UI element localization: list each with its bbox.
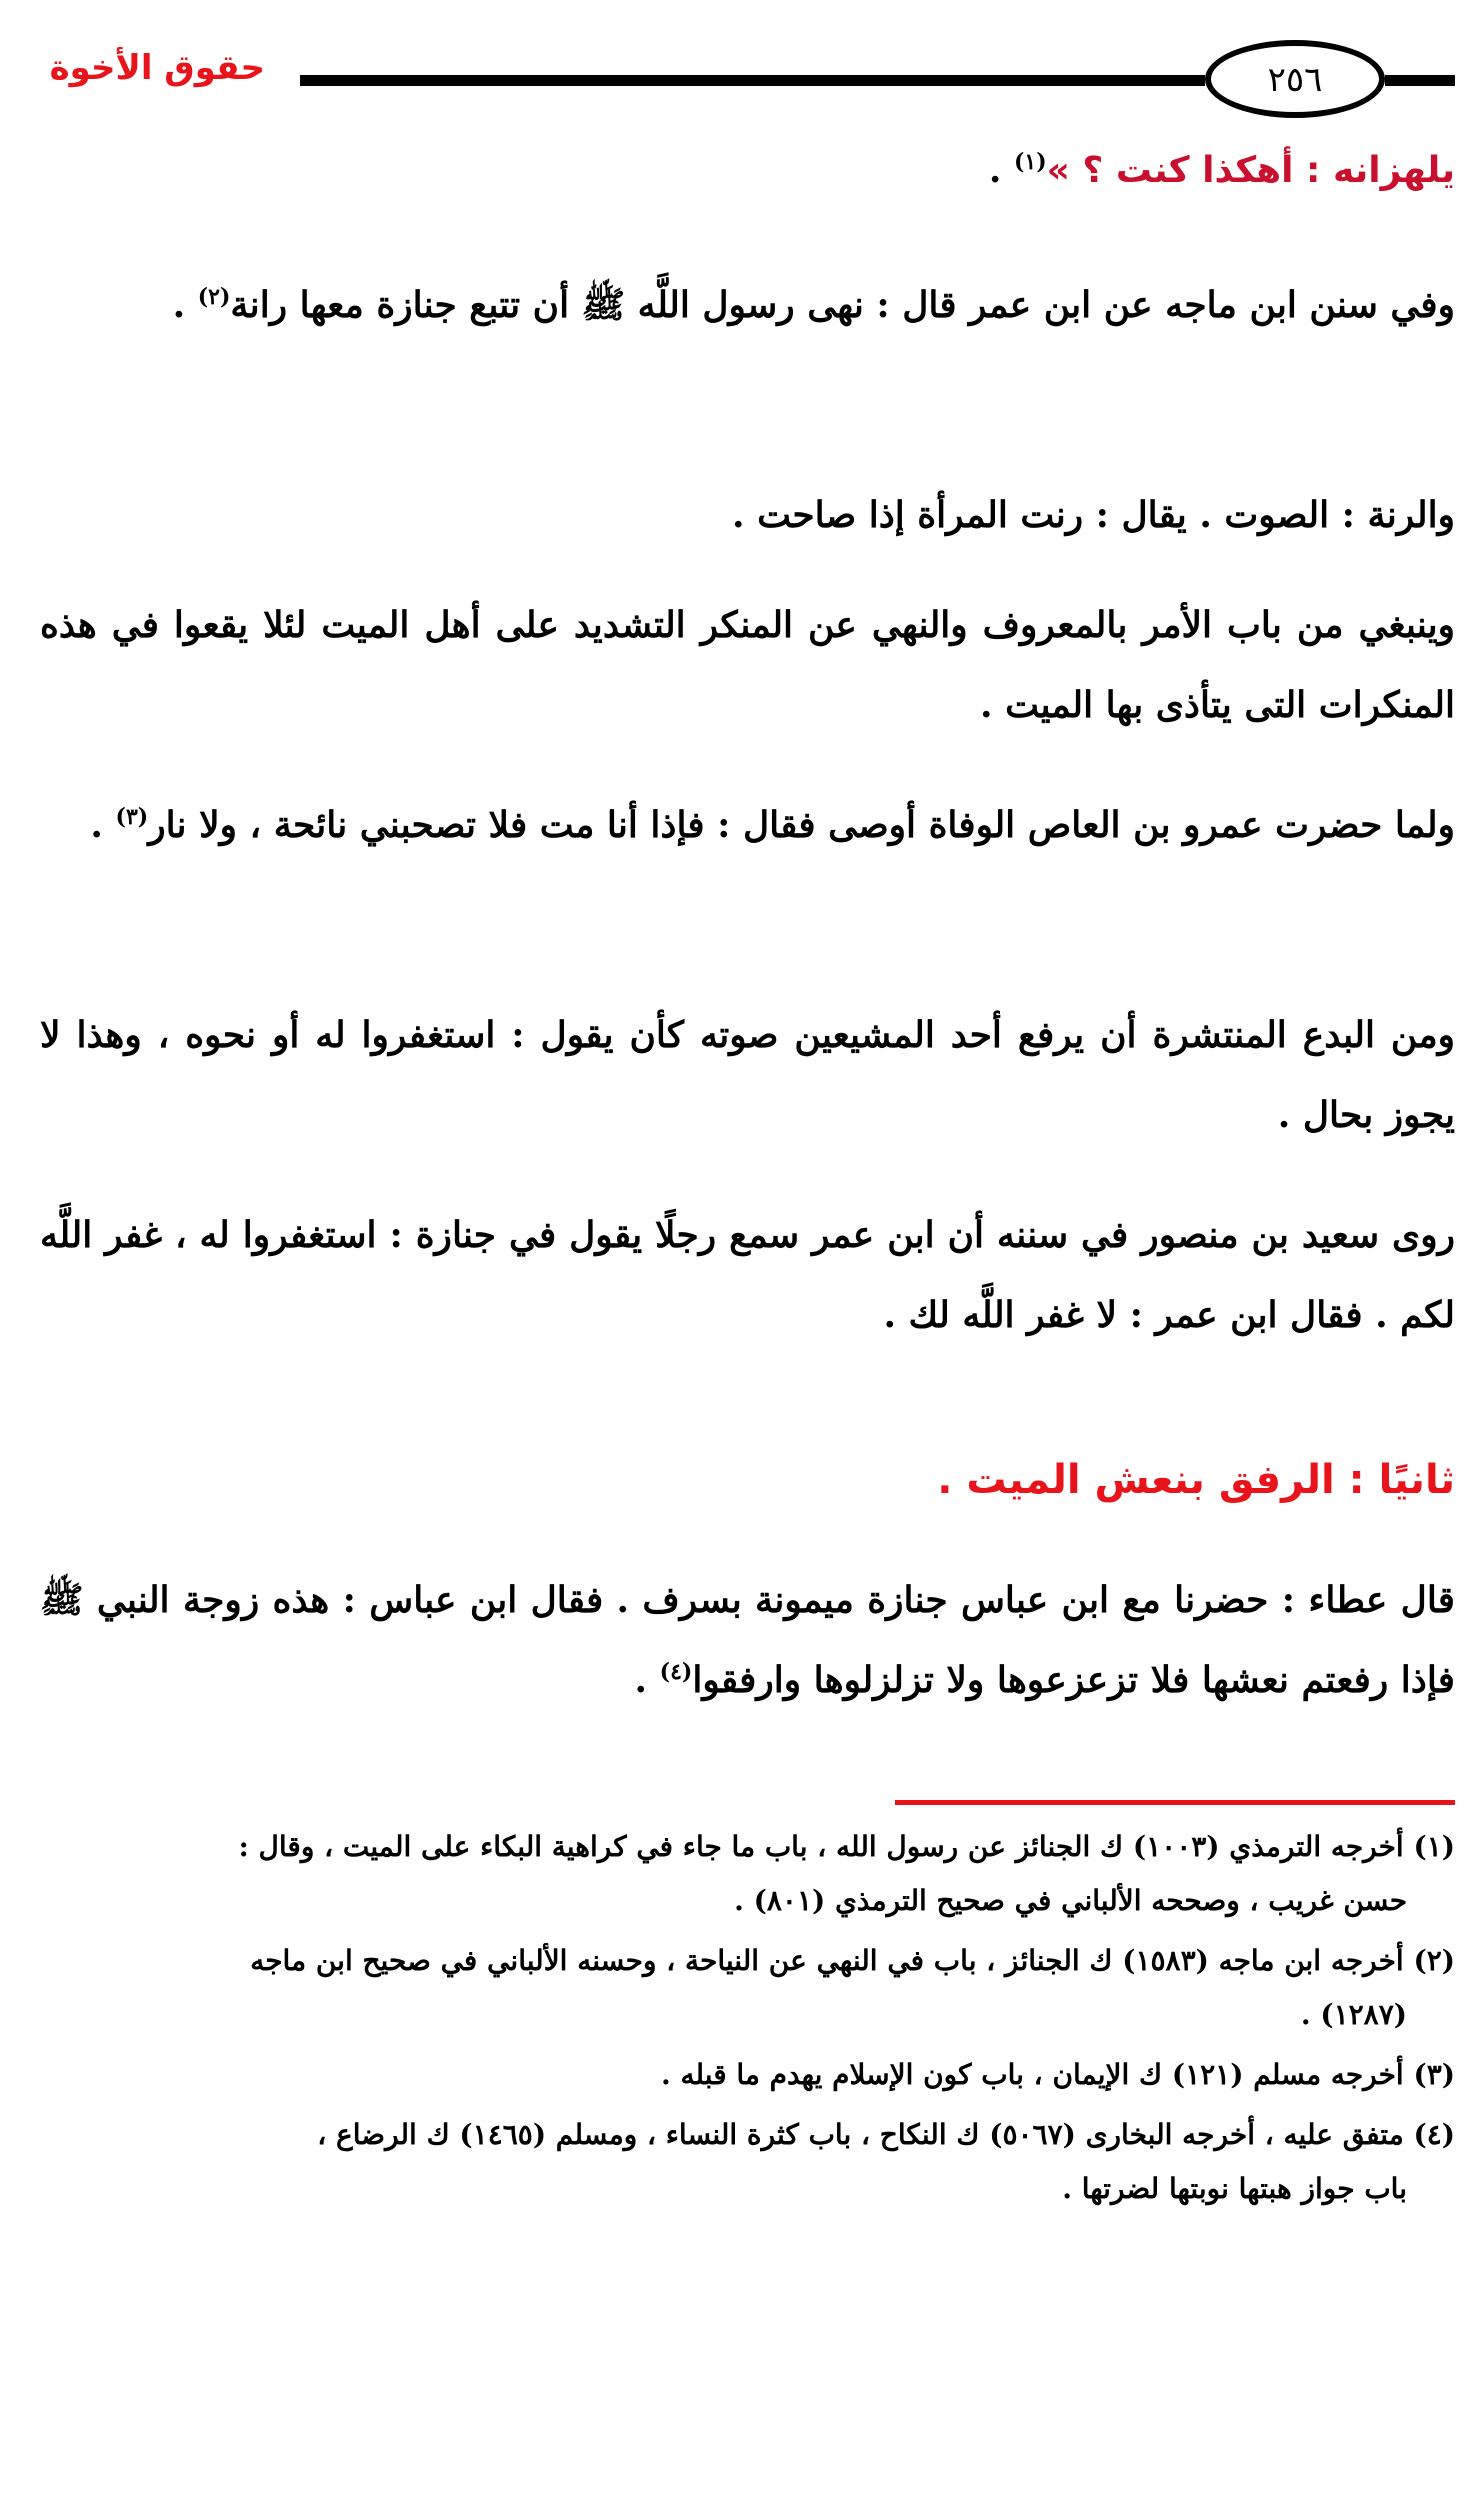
section-heading: ثانيًا : الرفق بنعش الميت . xyxy=(937,1457,1455,1503)
footnote-text: أخرجه ابن ماجه (١٥٨٣) ك الجنائز ، باب في النهي عن النياحة ، وحسنه الألباني في صحيح ابن ماجه xyxy=(250,1944,1404,1977)
footnotes xyxy=(40,1820,1455,2222)
footnote-3 xyxy=(40,2048,1455,2102)
footnote-text: متفق عليه ، أخرجه البخارى (٥٠٦٧) ك النكاح ، باب كثرة النساء ، ومسلم (١٤٦٥) ك الرضاع ، xyxy=(317,2118,1404,2151)
paragraph-2-period: . xyxy=(172,284,186,326)
footnote-text-cont: (١٢٨٧) . xyxy=(1300,1998,1407,2031)
page-number-oval xyxy=(1205,40,1385,118)
paragraph-8-text: قال عطاء : حضرنا مع ابن عباس جنازة ميمونة بسرف . فقال ابن عباس : هذه زوجة النبي ﷺ فإذا رفعتم نعشها فلا تزعزعوها ولا تزلزلوها وارفقوا xyxy=(40,1579,1455,1701)
footnote-text: أخرجه الترمذي (١٠٠٣) ك الجنائز عن رسول الله ، باب ما جاء في كراهية البكاء على الميت ، وقال : xyxy=(238,1830,1404,1863)
paragraph-8 xyxy=(40,1560,1455,1720)
footnote-ref-3[interactable]: (٣) xyxy=(115,804,149,830)
paragraph-5-period: . xyxy=(90,804,103,846)
paragraph-7-text: روى سعيد بن منصور في سننه أن ابن عمر سمع رجلًا يقول في جنازة : استغفروا له ، غفر اللَّه لكم . فقال ابن عمر : لا غفر اللَّه لك . xyxy=(40,1214,1455,1336)
page-header xyxy=(0,30,1483,120)
paragraph-1 xyxy=(40,130,1455,211)
paragraph-2 xyxy=(40,265,1455,345)
footnote-text-cont: باب جواز هبتها نوبتها لضرتها . xyxy=(1062,2172,1407,2205)
paragraph-6 xyxy=(40,995,1455,1155)
footnote-number: (٣) xyxy=(1413,2058,1455,2091)
footnote-ref-4[interactable]: (٤) xyxy=(659,1659,693,1685)
footnote-4 xyxy=(40,2108,1455,2216)
paragraph-6-text: ومن البدع المنتشرة أن يرفع أحد المشيعين صوته كأن يقول : استغفروا له أو نحوه ، وهذا لا يجوز بحال . xyxy=(40,1014,1456,1136)
paragraph-5 xyxy=(40,785,1455,865)
paragraph-1-text: يلهزانه : أهكذا كنت ؟ » xyxy=(1046,150,1455,191)
paragraph-3 xyxy=(40,475,1455,555)
footnote-number: (١) xyxy=(1413,1830,1455,1863)
paragraph-8-period: . xyxy=(634,1659,648,1701)
paragraph-1-period: . xyxy=(988,149,1002,191)
footnote-ref-1[interactable]: (١) xyxy=(1013,149,1047,175)
paragraph-3-text: والرنة : الصوت . يقال : رنت المرأة إذا صاحت . xyxy=(732,494,1455,536)
footnote-text: أخرجه مسلم (١٢١) ك الإيمان ، باب كون الإسلام يهدم ما قبله . xyxy=(661,2058,1404,2091)
paragraph-2-text: وفي سنن ابن ماجه عن ابن عمر قال : نهى رسول اللَّه ﷺ أن تتبع جنازة معها رانة xyxy=(230,284,1455,326)
running-title: حقوق الأخوة xyxy=(49,48,265,88)
footnote-ref-2[interactable]: (٢) xyxy=(197,284,231,310)
footnote-number: (٢) xyxy=(1413,1944,1455,1977)
footnote-text-cont: حسن غريب ، وصححه الألباني في صحيح الترمذي (٨٠١) . xyxy=(734,1884,1407,1917)
footnote-2 xyxy=(40,1934,1455,2042)
footnote-separator xyxy=(895,1800,1455,1805)
footnote-1 xyxy=(40,1820,1455,1928)
header-rule-end xyxy=(1385,75,1455,86)
paragraph-4-text: وينبغي من باب الأمر بالمعروف والنهي عن المنكر التشديد على أهل الميت لئلا يقعوا في هذه المنكرات التى يتأذى بها الميت . xyxy=(40,604,1455,726)
paragraph-5-text: ولما حضرت عمرو بن العاص الوفاة أوصى فقال : فإذا أنا مت فلا تصحبني نائحة ، ولا نار xyxy=(148,804,1455,846)
footnote-number: (٤) xyxy=(1413,2118,1455,2151)
paragraph-7 xyxy=(40,1195,1455,1355)
header-rule xyxy=(300,75,1205,86)
paragraph-4 xyxy=(40,585,1455,745)
page-number: ٢٥٦ xyxy=(1267,60,1323,100)
